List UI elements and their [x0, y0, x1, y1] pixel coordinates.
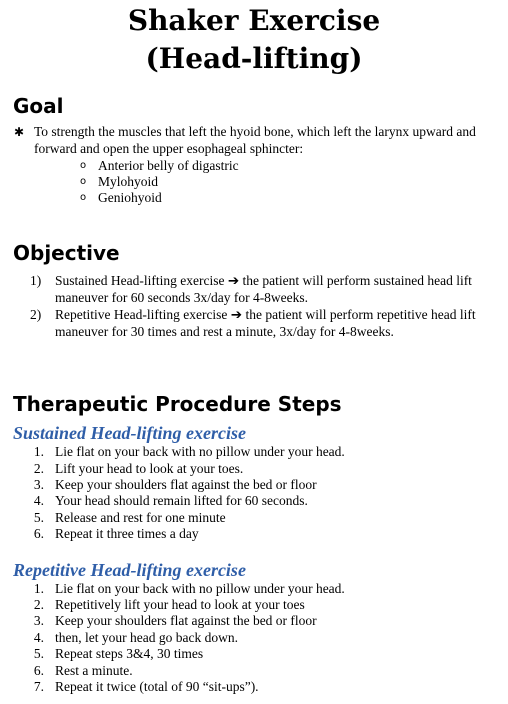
circle-bullet-icon: o: [80, 176, 87, 187]
step-number: 4.: [33, 630, 44, 645]
objective-number: 2): [30, 307, 42, 322]
objective-line: Sustained Head-lifting exercise ➔ the patient will perform sustained head lift: [55, 273, 472, 288]
muscle-item: Anterior belly of digastric: [98, 158, 239, 173]
objective-line: maneuver for 60 seconds 3x/day for 4-8weeks.: [55, 290, 309, 305]
asterisk-bullet-icon: ✱: [14, 125, 25, 139]
step-number: 6.: [33, 663, 44, 678]
step-number: 1.: [33, 581, 44, 596]
procedure-heading: Therapeutic Procedure Steps: [13, 392, 342, 416]
step-number: 1.: [33, 444, 44, 459]
step-number: 6.: [33, 526, 44, 541]
step-text: Release and rest for one minute: [55, 510, 226, 525]
step-number: 2.: [33, 597, 44, 612]
circle-bullet-icon: o: [80, 192, 87, 203]
step-text: Keep your shoulders flat against the bed or floor: [55, 477, 317, 492]
step-text: Repeat it three times a day: [55, 526, 199, 541]
circle-bullet-icon: o: [80, 160, 87, 171]
goal-text-line-2: forward and open the upper esophageal sphincter:: [34, 141, 304, 156]
step-number: 3.: [33, 477, 44, 492]
muscle-item: Geniohyoid: [98, 190, 162, 205]
objective-number: 1): [30, 273, 42, 288]
step-text: Rest a minute.: [55, 663, 133, 678]
step-text: then, let your head go back down.: [55, 630, 238, 645]
muscle-item: Mylohyoid: [98, 174, 159, 189]
step-text: Keep your shoulders flat against the bed or floor: [55, 613, 317, 628]
page-title-line-1: Shaker Exercise: [127, 4, 381, 37]
objective-heading: Objective: [13, 241, 120, 265]
step-number: 3.: [33, 613, 44, 628]
step-text: Repeat it twice (total of 90 “sit-ups”).: [55, 679, 259, 694]
step-number: 2.: [33, 461, 44, 476]
step-text: Lie flat on your back with no pillow under your head.: [55, 444, 345, 459]
page-title-line-2: (Head-lifting): [145, 42, 363, 75]
step-text: Lie flat on your back with no pillow under your head.: [55, 581, 345, 596]
goal-heading: Goal: [13, 94, 64, 118]
step-text: Lift your head to look at your toes.: [55, 461, 244, 476]
repetitive-subheading: Repetitive Head-lifting exercise: [13, 560, 246, 580]
objective-line: maneuver for 30 times and rest a minute, 3x/day for 4-8weeks.: [55, 324, 394, 339]
step-number: 7.: [33, 679, 44, 694]
step-number: 5.: [33, 646, 44, 661]
goal-text-line-1: To strength the muscles that left the hyoid bone, which left the larynx upward and: [34, 124, 476, 139]
step-number: 5.: [33, 510, 44, 525]
step-text: Repeat steps 3&4, 30 times: [55, 646, 204, 661]
step-text: Your head should remain lifted for 60 seconds.: [55, 493, 308, 508]
objective-line: Repetitive Head-lifting exercise ➔ the patient will perform repetitive head lift: [55, 307, 476, 322]
sustained-subheading: Sustained Head-lifting exercise: [13, 423, 246, 443]
step-text: Repetitively lift your head to look at your toes: [55, 597, 305, 612]
step-number: 4.: [33, 493, 44, 508]
